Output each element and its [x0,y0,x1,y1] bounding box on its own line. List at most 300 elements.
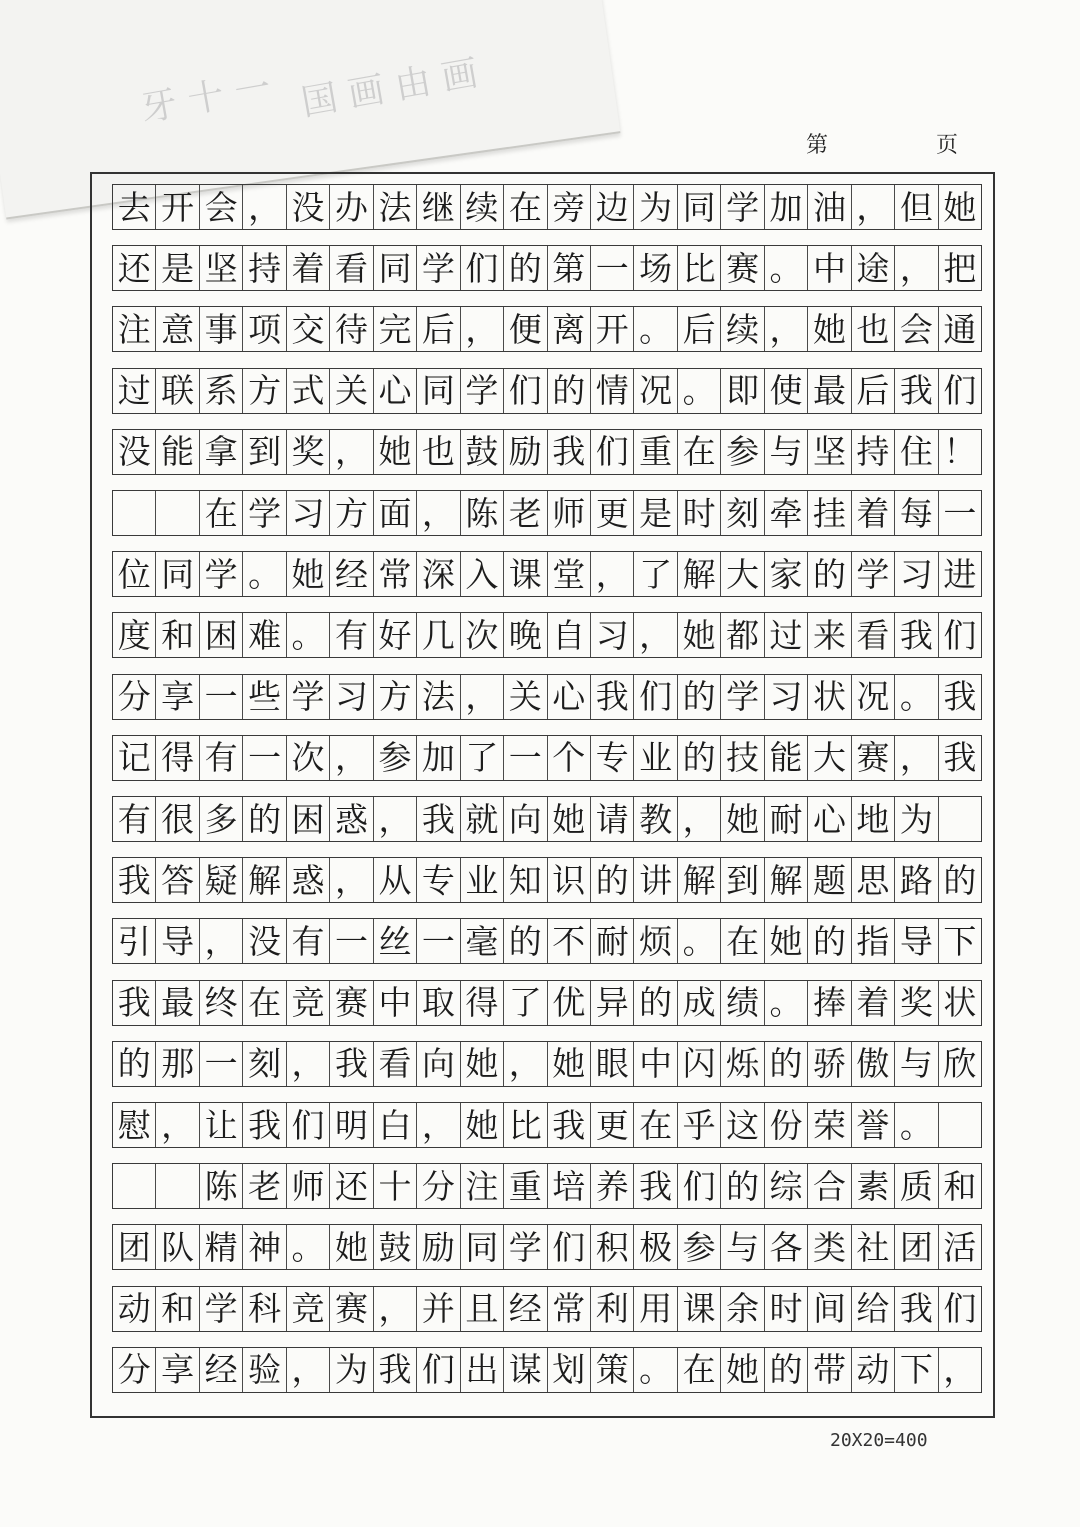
grid-cell: 养 [591,1164,634,1208]
grid-cell: 学 [721,675,764,719]
grid-cell: 们 [504,369,547,413]
grid-cell: 我 [243,1103,286,1147]
grid-cell: 陈 [461,491,504,535]
grid-cell: 重 [634,430,677,474]
grid-cell: 眼 [591,1042,634,1086]
grid-cell: 些 [243,675,286,719]
grid-cell: 技 [721,736,764,780]
grid-cell: 一 [504,736,547,780]
grid-cell: 到 [721,858,764,902]
grid-cell: 。 [287,1225,330,1269]
grid-row [112,796,982,842]
grid-cell: 得 [156,736,199,780]
grid-cell: 答 [156,858,199,902]
grid-cell: 专 [417,858,460,902]
grid-cell: 加 [417,736,460,780]
grid-cell [939,1103,981,1147]
grid-cell: 式 [287,369,330,413]
grid-cell: 在 [504,185,547,229]
grid-cell: 系 [200,369,243,413]
grid-cell: 们 [678,1164,721,1208]
grid-cell: 赛 [330,1287,373,1331]
grid-cell: 课 [504,552,547,596]
grid-cell: 。 [678,919,721,963]
grid-cell: 学 [852,552,895,596]
grid-cell: 享 [156,675,199,719]
grid-cell: 取 [417,981,460,1025]
grid-cell: 下 [895,1348,938,1392]
grid-cell: ， [330,858,373,902]
grid-cell: 不 [548,919,591,963]
grid-cell: 还 [113,246,156,290]
grid-cell: 但 [895,185,938,229]
grid-cell: 交 [287,307,330,351]
grid-cell: 学 [200,552,243,596]
grid-cell: 素 [852,1164,895,1208]
grid-cell: 谋 [504,1348,547,1392]
grid-cell: 坚 [808,430,851,474]
grid-cell: 动 [113,1287,156,1331]
grid-cell: 一 [943,493,977,533]
grid-cell: 得 [461,981,504,1025]
grid-cell: 方 [330,491,373,535]
grid-cell: 即 [721,369,764,413]
grid-cell: 。 [765,246,808,290]
grid-cell: 我 [591,675,634,719]
grid-cell: 与 [765,430,808,474]
grid-row [112,918,982,964]
grid-cell: 类 [808,1225,851,1269]
grid-cell: 老 [243,1164,286,1208]
grid-cell: 烁 [721,1042,764,1086]
grid-cell: 们 [548,1225,591,1269]
grid-cell: 一 [243,736,286,780]
grid-cell: ， [895,246,938,290]
grid-cell: ， [330,736,373,780]
grid-cell: 教 [634,797,677,841]
grid-cell: 份 [765,1103,808,1147]
grid-cell: 陈 [200,1164,243,1208]
grid-cell: 入 [461,552,504,596]
grid-cell: 质 [895,1164,938,1208]
grid-cell: 一 [330,919,373,963]
grid-cell: 们 [417,1348,460,1392]
grid-cell: ， [417,491,460,535]
grid-cell: 综 [765,1164,808,1208]
grid-cell: 次 [461,613,504,657]
grid-cell: 同 [461,1225,504,1269]
grid-cell: 。 [287,613,330,657]
grid-cell: 是 [156,246,199,290]
grid-cell: 关 [330,369,373,413]
grid-cell: 们 [287,1103,330,1147]
grid-cell: 思 [852,858,895,902]
grid-cell: 方 [243,369,286,413]
grid-cell: 困 [200,613,243,657]
grid-cell: 参 [374,736,417,780]
grid-cell: 向 [504,797,547,841]
grid-cell: 看 [330,246,373,290]
grid-cell: 没 [113,430,156,474]
grid-cell: 她 [943,187,977,227]
grid-cell [156,491,199,535]
grid-cell: 。 [243,552,286,596]
grid-cell: 终 [200,981,243,1025]
grid-cell: 的 [765,1042,808,1086]
grid-row [112,980,982,1026]
grid-cell: 关 [504,675,547,719]
grid-cell: 团 [895,1225,938,1269]
grid-cell: 解 [678,552,721,596]
grid-cell: 且 [461,1287,504,1331]
grid-cell: 后 [678,307,721,351]
grid-cell: 办 [330,185,373,229]
grid-cell: 有 [330,613,373,657]
grid-cell: 疑 [200,858,243,902]
grid-cell: 经 [200,1348,243,1392]
grid-cell: 策 [591,1348,634,1392]
grid-cell: 余 [721,1287,764,1331]
grid-cell: 带 [808,1348,851,1392]
grid-cell: 她 [461,1103,504,1147]
grid-cell: 的 [808,919,851,963]
grid-cell: 学 [243,491,286,535]
grid-cell: 与 [895,1042,938,1086]
grid-cell: 她 [765,919,808,963]
grid-cell: 就 [461,797,504,841]
grid-cell: 个 [548,736,591,780]
grid-cell: 用 [634,1287,677,1331]
grid-cell: 我 [113,981,156,1025]
grid-cell: 挂 [808,491,851,535]
grid-row [112,368,982,414]
grid-cell: 况 [634,369,677,413]
grid-cell: 的 [634,981,677,1025]
grid-cell: 坚 [200,246,243,290]
grid-cell: ， [287,1348,330,1392]
grid-cell: 我 [895,1287,938,1331]
grid-cell: 她 [461,1042,504,1086]
grid-cell: 中 [374,981,417,1025]
grid-cell: 没 [243,919,286,963]
grid-cell: 间 [808,1287,851,1331]
grid-cell: 极 [634,1225,677,1269]
grid-cell: 场 [634,246,677,290]
grid-cell: 习 [330,675,373,719]
grid-cell: 后 [417,307,460,351]
grid-cell: 解 [678,858,721,902]
grid-cell: 傲 [852,1042,895,1086]
grid-cell: 学 [461,369,504,413]
grid-cell: 比 [678,246,721,290]
grid-cell: 导 [895,919,938,963]
grid-cell: 骄 [808,1042,851,1086]
grid-cell: 会 [200,185,243,229]
grid-cell: 的 [504,919,547,963]
grid-cell: 鼓 [374,1225,417,1269]
grid-cell: 刻 [243,1042,286,1086]
grid-cell: 她 [548,1042,591,1086]
grid-cell: 在 [678,1348,721,1392]
grid-cell: 奖 [895,981,938,1025]
grid-cell: 动 [852,1348,895,1392]
grid-row [112,245,982,291]
grid-cell: 在 [721,919,764,963]
grid-cell: 分 [113,1348,156,1392]
grid-cell: 的 [243,797,286,841]
grid-cell: ， [461,675,504,719]
grid-cell: 耐 [765,797,808,841]
grid-cell: 习 [287,491,330,535]
grid-cell: 多 [200,797,243,841]
grid-cell: 烦 [634,919,677,963]
grid-row [112,857,982,903]
grid-cell: 请 [591,797,634,841]
grid-cell: 我 [943,738,977,778]
grid-cell: ， [156,1103,199,1147]
grid-cell: 续 [461,185,504,229]
grid-cell: 心 [548,675,591,719]
grid-cell: 大 [721,552,764,596]
grid-cell: 在 [200,491,243,535]
grid-cell: 她 [808,307,851,351]
grid-cell: 路 [895,858,938,902]
grid-cell: 我 [374,1348,417,1392]
grid-cell: 一 [591,246,634,290]
grid-cell: 有 [200,736,243,780]
grid-cell: 项 [243,307,286,351]
grid-cell: ， [461,307,504,351]
grid-cell: 况 [852,675,895,719]
grid-cell: 没 [287,185,330,229]
grid-cell: 十 [374,1164,417,1208]
grid-cell: 她 [678,613,721,657]
grid-cell: 难 [243,613,286,657]
grid-cell: 过 [765,613,808,657]
grid-cell: 励 [417,1225,460,1269]
grid-cell: 誉 [852,1103,895,1147]
grid-cell: 中 [808,246,851,290]
grid-row [112,306,982,352]
grid-cell: 我 [113,858,156,902]
grid-cell: 持 [852,430,895,474]
grid-cell: 位 [113,552,156,596]
faint-bleedthrough-mark: 牙 十 一 [137,66,274,131]
grid-cell: 她 [721,1348,764,1392]
grid-row [112,735,982,781]
grid-cell: 几 [417,613,460,657]
grid-cell: 学 [287,675,330,719]
grid-cell: 积 [591,1225,634,1269]
grid-cell: 知 [504,858,547,902]
grid-cell: 们 [591,430,634,474]
grid-cell: 。 [678,369,721,413]
grid-cell: 的 [548,369,591,413]
grid-cell: 着 [287,246,330,290]
grid-cell [113,491,156,535]
grid-cell: 划 [548,1348,591,1392]
grid-cell: 专 [591,736,634,780]
grid-cell: 欣 [943,1044,977,1084]
grid-cell: 地 [852,797,895,841]
grid-cell: 培 [548,1164,591,1208]
grid-cell: 的 [113,1042,156,1086]
grid-cell: 意 [156,307,199,351]
grid-cell: ， [765,307,808,351]
grid-cell: 都 [721,613,764,657]
grid-cell: 每 [895,491,938,535]
grid-cell: 看 [374,1042,417,1086]
grid-cell: 们 [634,675,677,719]
grid-cell: 了 [461,736,504,780]
grid-cell: 参 [721,430,764,474]
grid-cell: 的 [721,1164,764,1208]
grid-cell: 常 [374,552,417,596]
grid-cell: 为 [895,797,938,841]
grid-cell: 加 [765,185,808,229]
grid-cell: ！ [943,432,977,472]
grid-cell: 状 [808,675,851,719]
grid-cell: 赛 [852,736,895,780]
grid-cell: 导 [156,919,199,963]
grid-cell: 重 [504,1164,547,1208]
grid-row [112,184,982,230]
grid-cell: 来 [808,613,851,657]
grid-cell: 完 [374,307,417,351]
grid-cell: ， [943,1350,977,1390]
grid-cell: 向 [417,1042,460,1086]
grid-cell: 师 [548,491,591,535]
grid-cell: 同 [678,185,721,229]
grid-cell: 科 [243,1287,286,1331]
grid-cell: 捧 [808,981,851,1025]
grid-cell: 竞 [287,1287,330,1331]
grid-row [112,429,982,475]
grid-cell: 赛 [330,981,373,1025]
grid-cell: ， [374,797,417,841]
grid-cell: 离 [548,307,591,351]
grid-cell: 持 [243,246,286,290]
grid-cell: 是 [634,491,677,535]
grid-cell: 利 [591,1287,634,1331]
grid-cell: 荣 [808,1103,851,1147]
grid-cell: 会 [895,307,938,351]
grid-cell: 法 [417,675,460,719]
grid-cell: 面 [374,491,417,535]
grid-cell: 成 [678,981,721,1025]
grid-cell: 更 [591,1103,634,1147]
grid-cell: 心 [374,369,417,413]
grid-cell: 的 [808,552,851,596]
grid-cell: 鼓 [461,430,504,474]
grid-row [112,1347,982,1393]
grid-row [112,1286,982,1332]
grid-cell: 给 [852,1287,895,1331]
grid-cell: 我 [548,430,591,474]
grid-cell: 好 [374,613,417,657]
grid-cell: 困 [287,797,330,841]
grid-cell: 方 [374,675,417,719]
grid-cell: 并 [417,1287,460,1331]
grid-cell: 讲 [634,858,677,902]
grid-cell [156,1164,199,1208]
grid-cell: 那 [156,1042,199,1086]
grid-cell: 惑 [330,797,373,841]
grid-cell: 通 [943,309,977,349]
grid-cell: 更 [591,491,634,535]
grid-cell: 学 [504,1225,547,1269]
grid-cell: 的 [678,675,721,719]
grid-cell: 白 [374,1103,417,1147]
grid-cell [939,797,981,841]
grid-cell: 指 [852,919,895,963]
grid-cell: 在 [634,1103,677,1147]
grid-cell: 验 [243,1348,286,1392]
grid-cell: 住 [895,430,938,474]
grid-cell: 的 [678,736,721,780]
grid-cell: 团 [113,1225,156,1269]
grid-cell: 待 [330,307,373,351]
grid-spec-label: 20X20=400 [830,1430,928,1451]
grid-cell: 去 [113,185,156,229]
grid-cell: 明 [330,1103,373,1147]
grid-cell: 还 [330,1164,373,1208]
grid-cell: 开 [591,307,634,351]
grid-cell: ， [200,919,243,963]
grid-cell: 状 [943,983,977,1023]
grid-cell: 我 [548,1103,591,1147]
grid-cell: 把 [943,248,977,288]
grid-cell: 大 [808,736,851,780]
grid-cell: 这 [721,1103,764,1147]
grid-cell: 进 [943,554,977,594]
grid-cell: 一 [200,1042,243,1086]
page-number-header [800,128,960,160]
grid-cell: 让 [200,1103,243,1147]
grid-cell: 学 [200,1287,243,1331]
grid-cell: 们 [943,615,977,655]
grid-cell: 学 [417,246,460,290]
grid-cell: 为 [634,185,677,229]
grid-cell: 习 [895,552,938,596]
grid-row [112,1224,982,1270]
grid-cell: ， [417,1103,460,1147]
grid-cell: 着 [852,491,895,535]
grid-cell: 联 [156,369,199,413]
grid-cell: 有 [113,797,156,841]
grid-cell: 能 [156,430,199,474]
grid-cell: 和 [156,613,199,657]
grid-cell: 课 [678,1287,721,1331]
grid-cell: ， [895,736,938,780]
grid-cell: 她 [287,552,330,596]
grid-cell: 过 [113,369,156,413]
grid-cell: 了 [504,981,547,1025]
grid-cell: 深 [417,552,460,596]
grid-cell: 便 [504,307,547,351]
grid-cell: 经 [330,552,373,596]
grid-cell: 一 [200,675,243,719]
grid-cell: 后 [852,369,895,413]
grid-cell: 学 [721,185,764,229]
grid-cell: 异 [591,981,634,1025]
grid-cell: 能 [765,736,808,780]
grid-cell: 家 [765,552,808,596]
grid-cell: 师 [287,1164,330,1208]
grid-cell: 各 [765,1225,808,1269]
grid-cell: 度 [113,613,156,657]
grid-cell: 社 [852,1225,895,1269]
